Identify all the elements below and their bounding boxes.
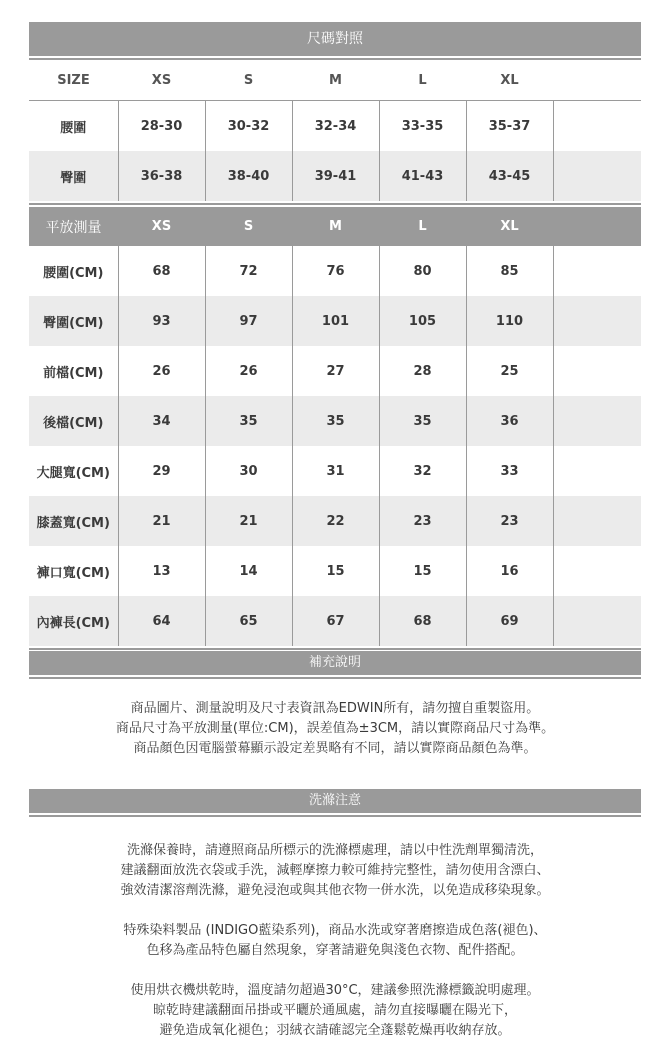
note-line: 商品圖片、測量說明及尺寸表資訊為EDWIN所有，請勿擅自重製盜用。 [130,701,540,716]
divider [29,677,641,679]
table-cell: 28-30 [118,101,205,152]
note-line: 商品顏色因電腦螢幕顯示設定差異略有不同，請以實際商品顏色為準。 [133,741,537,756]
table-cell: 68 [118,246,205,296]
table-cell [553,101,641,152]
spacer [29,901,641,921]
table-cell: 43-45 [466,151,553,201]
table-cell: 110 [466,296,553,346]
table-cell [553,346,641,396]
size-chart-table [29,60,641,201]
header-cell: M [329,72,342,88]
table-row [29,546,641,596]
table-cell [553,496,641,546]
row-label: 褲口寬(CM) [36,565,110,581]
note-line: 建議翻面放洗衣袋或手洗，減輕摩擦力較可維持完整性，請勿使用含漂白、 [120,863,550,878]
table-cell: 26 [205,346,292,396]
header-cell: L [418,72,427,88]
table-cell: 39-41 [292,151,379,201]
note-line: 洗滌保養時，請遵照商品所標示的洗滌標處理，請以中性洗劑單獨清洗， [126,843,543,858]
table-row [29,596,641,646]
row-label: 臀圍(CM) [29,296,118,346]
table-cell: 76 [292,246,379,296]
note-line: 強效清潔溶劑洗滌，避免浸泡或與其他衣物一併水洗，以免造成移染現象。 [120,883,550,898]
header-cell: 平放測量 [29,207,118,246]
row-label: 內褲長(CM) [29,596,118,646]
table-cell: 105 [379,296,466,346]
washing-title: 洗滌注意 [29,789,641,813]
table-cell: 15 [292,546,379,596]
table-cell: 35 [205,396,292,446]
table-row [29,346,641,396]
size-chart-header-row [29,60,641,101]
size-chart-title: 尺碼對照 [29,22,641,56]
spacer [29,961,641,981]
table-cell: 15 [379,546,466,596]
table-cell [553,396,641,446]
flat-measure-header-row [29,207,641,246]
table-cell: 25 [466,346,553,396]
table-cell: 41-43 [379,151,466,201]
table-cell: 35 [292,396,379,446]
table-cell [553,446,641,496]
table-cell: 36 [466,396,553,446]
table-cell: 27 [292,346,379,396]
note-line: 晾乾時建議翻面吊掛或平曬於通風處，請勿直接曝曬在陽光下， [152,1003,517,1018]
row-label: 後檔(CM) [29,396,118,446]
table-cell: 29 [118,446,205,496]
table-row [29,446,641,496]
row-label: 腰圍 [60,120,87,136]
table-cell: 68 [379,596,466,646]
row-label: 前檔(CM) [43,365,104,381]
table-cell: 22 [292,496,379,546]
divider [29,203,641,205]
header-cell [553,60,641,101]
note-line: 避免造成氧化褪色；羽絨衣請確認完全蓬鬆乾燥再收納存放。 [159,1023,511,1038]
table-cell: 69 [466,596,553,646]
table-cell: 33 [466,446,553,496]
table-cell: 28 [379,346,466,396]
row-label: 臀圍 [29,151,118,201]
note-line: 商品尺寸為平放測量(單位:CM)，誤差值為±3CM，請以實際商品尺寸為準。 [115,721,555,736]
header-cell: XL [500,72,519,88]
table-cell: 36-38 [118,151,205,201]
table-cell: 72 [205,246,292,296]
row-label: 膝蓋寬(CM) [29,496,118,546]
table-cell: 64 [118,596,205,646]
table-row [29,101,641,152]
row-label: 大腿寬(CM) [36,465,110,481]
row-label: 腰圍(CM) [43,265,104,281]
table-cell: 21 [205,496,292,546]
header-cell: SIZE [57,72,90,88]
note-line: 色移為產品特色屬自然現象，穿著請避免與淺色衣物、配件搭配。 [146,943,524,958]
table-row [29,151,641,201]
note-line: 使用烘衣機烘乾時，溫度請勿超過30°C，建議參照洗滌標籤說明處理。 [130,983,540,998]
table-row [29,296,641,346]
table-cell: 30 [205,446,292,496]
flat-measure-table [29,207,641,646]
table-cell [553,246,641,296]
note-line: 特殊染料製品 (INDIGO藍染系列)，商品水洗或穿著磨擦造成色落(褪色)、 [123,923,547,938]
table-cell: 93 [118,296,205,346]
supplement-title: 補充說明 [29,651,641,675]
table-cell: 65 [205,596,292,646]
table-row [29,496,641,546]
divider [29,648,641,650]
table-cell: 31 [292,446,379,496]
table-cell: 85 [466,246,553,296]
table-cell [553,151,641,201]
table-cell: 21 [118,496,205,546]
table-cell: 80 [379,246,466,296]
table-row [29,396,641,446]
table-row [29,246,641,296]
size-guide [29,22,641,1041]
table-cell: 67 [292,596,379,646]
table-cell [553,546,641,596]
table-cell: 26 [118,346,205,396]
washing-notes [29,841,641,1041]
table-cell: 33-35 [379,101,466,152]
header-cell: L [379,207,466,246]
supplement-notes [29,699,641,759]
header-cell: S [243,72,254,88]
header-cell: M [292,207,379,246]
table-cell: 16 [466,546,553,596]
table-cell: 13 [118,546,205,596]
divider [29,815,641,817]
table-cell: 35-37 [466,101,553,152]
table-cell: 30-32 [205,101,292,152]
header-cell [553,207,641,246]
table-cell: 14 [205,546,292,596]
table-cell: 32 [379,446,466,496]
table-cell: 38-40 [205,151,292,201]
header-cell: XS [151,72,172,88]
header-cell: XS [118,207,205,246]
table-cell: 35 [379,396,466,446]
header-cell: XL [466,207,553,246]
table-cell [553,596,641,646]
header-cell: S [205,207,292,246]
table-cell: 23 [379,496,466,546]
table-cell [553,296,641,346]
table-cell: 101 [292,296,379,346]
table-cell: 34 [118,396,205,446]
table-cell: 97 [205,296,292,346]
table-cell: 32-34 [292,101,379,152]
table-cell: 23 [466,496,553,546]
